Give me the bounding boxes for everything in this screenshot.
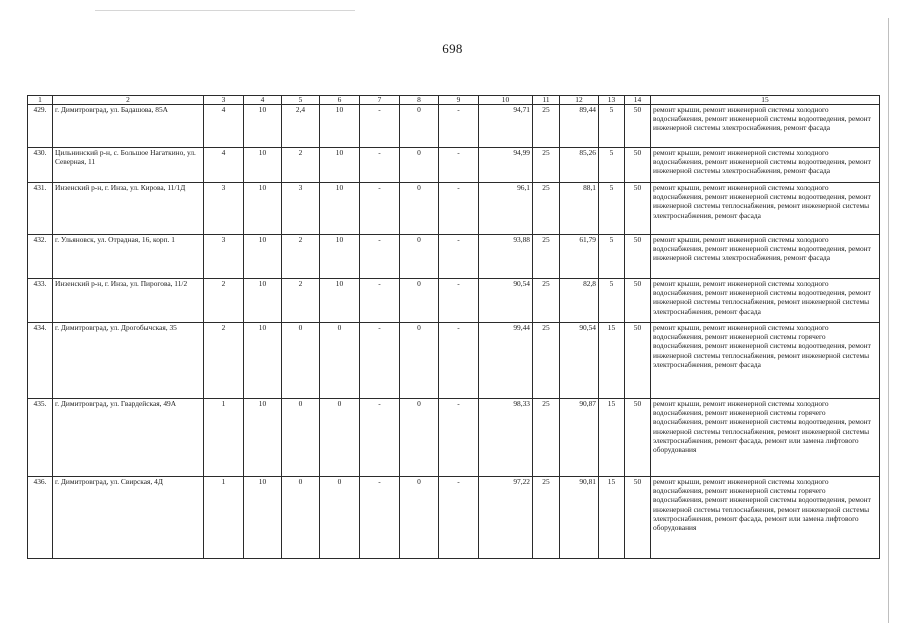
cell-col-12: 61,79 [560, 235, 599, 279]
cell-col-8: 0 [400, 323, 439, 399]
cell-col-13: 5 [599, 183, 625, 235]
cell-col-4: 10 [244, 183, 282, 235]
cell-col-11: 25 [533, 399, 560, 477]
cell-col-11: 25 [533, 148, 560, 183]
cell-col-7: - [360, 279, 400, 323]
cell-col-10: 99,44 [479, 323, 533, 399]
col-header: 9 [439, 96, 479, 105]
cell-col-7: - [360, 477, 400, 559]
cell-col-5: 2 [282, 235, 320, 279]
cell-col-5: 0 [282, 477, 320, 559]
cell-col-12: 89,44 [560, 105, 599, 148]
works-list-cell: ремонт крыши, ремонт инженерной системы холодного водоснабжения, ремонт инженерной системы водоотведения, ремонт инженерной системы теплоснабжения, ремонт инженерной системы электроснабжения, ремонт фасада [651, 183, 880, 235]
cell-col-14: 50 [625, 399, 651, 477]
scan-edge-top [95, 10, 355, 11]
cell-col-6: 10 [320, 148, 360, 183]
row-number: 430. [28, 148, 53, 183]
cell-col-14: 50 [625, 323, 651, 399]
cell-col-11: 25 [533, 477, 560, 559]
works-list-cell: ремонт крыши, ремонт инженерной системы холодного водоснабжения, ремонт инженерной системы горячего водоснабжения, ремонт инженерной системы водоотведения, ремонт инженерной системы теплоснабжения, ремонт инженерной системы электроснабжения, ремонт фасада, ремонт или замена лифтового оборудования [651, 399, 880, 477]
address-cell: г. Димитровград, ул. Бадашова, 85А [53, 105, 204, 148]
cell-col-7: - [360, 399, 400, 477]
cell-col-11: 25 [533, 323, 560, 399]
cell-col-13: 5 [599, 105, 625, 148]
cell-col-7: - [360, 235, 400, 279]
works-list-cell: ремонт крыши, ремонт инженерной системы холодного водоснабжения, ремонт инженерной системы горячего водоснабжения, ремонт инженерной системы водоотведения, ремонт инженерной системы теплоснабжения, ремонт инженерной системы электроснабжения, ремонт фасада [651, 323, 880, 399]
cell-col-8: 0 [400, 477, 439, 559]
col-header: 3 [204, 96, 244, 105]
row-number: 431. [28, 183, 53, 235]
row-number: 432. [28, 235, 53, 279]
table-row [28, 323, 880, 399]
cell-col-4: 10 [244, 105, 282, 148]
address-cell: г. Димитровград, ул. Гвардейская, 49А [53, 399, 204, 477]
cell-col-5: 3 [282, 183, 320, 235]
col-header: 14 [625, 96, 651, 105]
address-cell: г. Ульяновск, ул. Отрадная, 16, корп. 1 [53, 235, 204, 279]
address-cell: г. Димитровград, ул. Свирская, 4Д [53, 477, 204, 559]
address-cell: г. Димитровград, ул. Дрогобычская, 35 [53, 323, 204, 399]
cell-col-14: 50 [625, 148, 651, 183]
cell-col-11: 25 [533, 105, 560, 148]
table-row [28, 105, 880, 148]
cell-col-8: 0 [400, 399, 439, 477]
table-row [28, 183, 880, 235]
cell-col-13: 15 [599, 477, 625, 559]
cell-col-6: 10 [320, 279, 360, 323]
cell-col-6: 0 [320, 399, 360, 477]
cell-col-6: 10 [320, 183, 360, 235]
cell-col-14: 50 [625, 183, 651, 235]
works-list-cell: ремонт крыши, ремонт инженерной системы холодного водоснабжения, ремонт инженерной системы водоотведения, ремонт инженерной системы электроснабжения, ремонт фасада [651, 148, 880, 183]
cell-col-4: 10 [244, 477, 282, 559]
cell-col-10: 98,33 [479, 399, 533, 477]
cell-col-6: 10 [320, 235, 360, 279]
cell-col-9: - [439, 399, 479, 477]
table-row [28, 399, 880, 477]
cell-col-13: 5 [599, 235, 625, 279]
cell-col-9: - [439, 279, 479, 323]
cell-col-7: - [360, 183, 400, 235]
cell-col-3: 3 [204, 183, 244, 235]
cell-col-4: 10 [244, 148, 282, 183]
col-header: 6 [320, 96, 360, 105]
cell-col-6: 0 [320, 477, 360, 559]
cell-col-3: 4 [204, 105, 244, 148]
col-header: 2 [53, 96, 204, 105]
cell-col-3: 1 [204, 477, 244, 559]
cell-col-13: 15 [599, 323, 625, 399]
cell-col-5: 2 [282, 279, 320, 323]
row-number: 429. [28, 105, 53, 148]
col-header: 13 [599, 96, 625, 105]
cell-col-9: - [439, 477, 479, 559]
address-cell: Инзенский р-н, г. Инза, ул. Пирогова, 11/2 [53, 279, 204, 323]
col-header: 15 [651, 96, 880, 105]
table-row [28, 148, 880, 183]
cell-col-8: 0 [400, 279, 439, 323]
works-list-cell: ремонт крыши, ремонт инженерной системы холодного водоснабжения, ремонт инженерной системы водоотведения, ремонт инженерной системы электроснабжения, ремонт фасада [651, 235, 880, 279]
cell-col-13: 5 [599, 148, 625, 183]
row-number: 434. [28, 323, 53, 399]
cell-col-8: 0 [400, 148, 439, 183]
cell-col-7: - [360, 323, 400, 399]
cell-col-9: - [439, 183, 479, 235]
cell-col-10: 96,1 [479, 183, 533, 235]
col-header: 4 [244, 96, 282, 105]
works-list-cell: ремонт крыши, ремонт инженерной системы холодного водоснабжения, ремонт инженерной системы водоотведения, ремонт инженерной системы теплоснабжения, ремонт инженерной системы электроснабжения, ремонт фасада [651, 279, 880, 323]
scan-edge-right [888, 18, 889, 623]
col-header: 10 [479, 96, 533, 105]
cell-col-4: 10 [244, 399, 282, 477]
cell-col-3: 3 [204, 235, 244, 279]
table-row [28, 279, 880, 323]
cell-col-11: 25 [533, 279, 560, 323]
cell-col-5: 2 [282, 148, 320, 183]
cell-col-3: 2 [204, 323, 244, 399]
cell-col-8: 0 [400, 105, 439, 148]
cell-col-9: - [439, 148, 479, 183]
cell-col-10: 94,99 [479, 148, 533, 183]
column-number-row [28, 96, 880, 105]
cell-col-3: 2 [204, 279, 244, 323]
page-number: 698 [442, 41, 463, 56]
col-header: 8 [400, 96, 439, 105]
cell-col-3: 4 [204, 148, 244, 183]
cell-col-9: - [439, 323, 479, 399]
col-header: 12 [560, 96, 599, 105]
col-header: 11 [533, 96, 560, 105]
cell-col-5: 2,4 [282, 105, 320, 148]
cell-col-10: 94,71 [479, 105, 533, 148]
works-list-cell: ремонт крыши, ремонт инженерной системы холодного водоснабжения, ремонт инженерной системы горячего водоснабжения, ремонт инженерной системы водоотведения, ремонт инженерной системы теплоснабжения, ремонт инженерной системы электроснабжения, ремонт фасада, ремонт или замена лифтового оборудования [651, 477, 880, 559]
col-header: 7 [360, 96, 400, 105]
cell-col-6: 10 [320, 105, 360, 148]
cell-col-12: 85,26 [560, 148, 599, 183]
cell-col-14: 50 [625, 477, 651, 559]
cell-col-8: 0 [400, 183, 439, 235]
cell-col-12: 90,87 [560, 399, 599, 477]
address-cell: Инзенский р-н, г. Инза, ул. Кирова, 11/1Д [53, 183, 204, 235]
cell-col-12: 82,8 [560, 279, 599, 323]
cell-col-6: 0 [320, 323, 360, 399]
cell-col-9: - [439, 105, 479, 148]
cell-col-4: 10 [244, 323, 282, 399]
cell-col-10: 93,88 [479, 235, 533, 279]
cell-col-4: 10 [244, 235, 282, 279]
cell-col-10: 90,54 [479, 279, 533, 323]
cell-col-12: 88,1 [560, 183, 599, 235]
row-number: 436. [28, 477, 53, 559]
address-cell: Цильнинский р-н, с. Большое Нагаткино, ул. Северная, 11 [53, 148, 204, 183]
col-header: 5 [282, 96, 320, 105]
cell-col-12: 90,54 [560, 323, 599, 399]
cell-col-9: - [439, 235, 479, 279]
cell-col-13: 5 [599, 279, 625, 323]
capital-repair-table [27, 95, 880, 559]
row-number: 433. [28, 279, 53, 323]
cell-col-5: 0 [282, 399, 320, 477]
cell-col-7: - [360, 148, 400, 183]
works-list-cell: ремонт крыши, ремонт инженерной системы холодного водоснабжения, ремонт инженерной системы водоотведения, ремонт инженерной системы электроснабжения, ремонт фасада [651, 105, 880, 148]
cell-col-3: 1 [204, 399, 244, 477]
cell-col-10: 97,22 [479, 477, 533, 559]
cell-col-8: 0 [400, 235, 439, 279]
cell-col-13: 15 [599, 399, 625, 477]
cell-col-4: 10 [244, 279, 282, 323]
table-row [28, 477, 880, 559]
cell-col-11: 25 [533, 235, 560, 279]
cell-col-5: 0 [282, 323, 320, 399]
cell-col-14: 50 [625, 279, 651, 323]
row-number: 435. [28, 399, 53, 477]
cell-col-11: 25 [533, 183, 560, 235]
table-row [28, 235, 880, 279]
cell-col-12: 90,81 [560, 477, 599, 559]
cell-col-7: - [360, 105, 400, 148]
col-header: 1 [28, 96, 53, 105]
cell-col-14: 50 [625, 235, 651, 279]
cell-col-14: 50 [625, 105, 651, 148]
